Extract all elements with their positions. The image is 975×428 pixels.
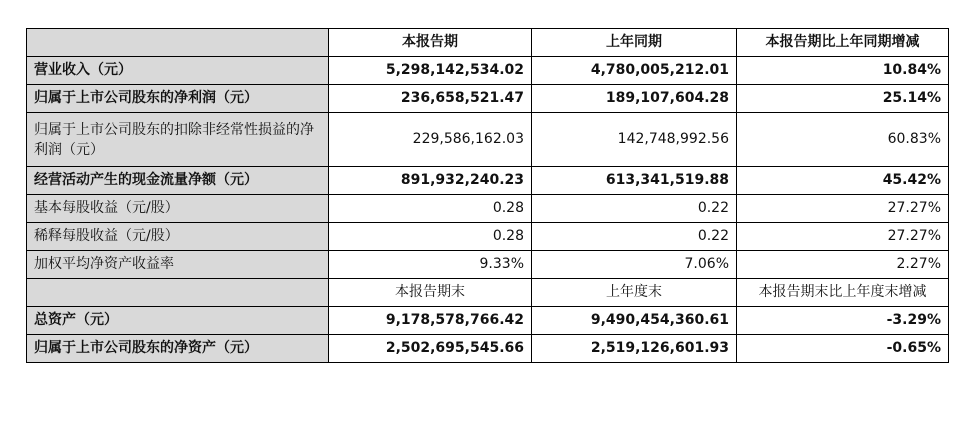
- header-prior-period: 上年同期: [532, 29, 737, 57]
- table-row: [27, 113, 949, 167]
- table-row: [27, 223, 949, 251]
- current-value: 2,502,695,545.66: [329, 335, 532, 363]
- change-value: 2.27%: [737, 251, 949, 279]
- row-label: 基本每股收益（元/股）: [27, 195, 329, 223]
- change-value: 10.84%: [737, 57, 949, 85]
- prior-value: 9,490,454,360.61: [532, 307, 737, 335]
- current-value: 891,932,240.23: [329, 167, 532, 195]
- change-value: 45.42%: [737, 167, 949, 195]
- table-row: [27, 167, 949, 195]
- prior-value: 0.22: [532, 195, 737, 223]
- table-row: [27, 57, 949, 85]
- current-value: 9.33%: [329, 251, 532, 279]
- header-current-period-end: 本报告期末: [329, 279, 532, 307]
- row-label: 稀释每股收益（元/股）: [27, 223, 329, 251]
- current-value: 0.28: [329, 195, 532, 223]
- change-value: 27.27%: [737, 195, 949, 223]
- header-current-period: 本报告期: [329, 29, 532, 57]
- current-value: 0.28: [329, 223, 532, 251]
- change-value: -0.65%: [737, 335, 949, 363]
- row-label: 归属于上市公司股东的扣除非经常性损益的净利润（元）: [27, 113, 329, 167]
- change-value: -3.29%: [737, 307, 949, 335]
- change-value: 27.27%: [737, 223, 949, 251]
- table-row: [27, 195, 949, 223]
- table-row: [27, 251, 949, 279]
- row-label: 经营活动产生的现金流量净额（元）: [27, 167, 329, 195]
- change-value: 25.14%: [737, 85, 949, 113]
- header-row-period-end: [27, 279, 949, 307]
- header-corner-cell: [27, 29, 329, 57]
- prior-value: 613,341,519.88: [532, 167, 737, 195]
- header-period-end-change: 本报告期末比上年度末增减: [737, 279, 949, 307]
- header-corner-cell: [27, 279, 329, 307]
- row-label: 归属于上市公司股东的净资产（元）: [27, 335, 329, 363]
- row-label: 营业收入（元）: [27, 57, 329, 85]
- table-row: [27, 335, 949, 363]
- current-value: 9,178,578,766.42: [329, 307, 532, 335]
- prior-value: 4,780,005,212.01: [532, 57, 737, 85]
- table-row: [27, 307, 949, 335]
- prior-value: 0.22: [532, 223, 737, 251]
- current-value: 236,658,521.47: [329, 85, 532, 113]
- row-label: 加权平均净资产收益率: [27, 251, 329, 279]
- table-row: [27, 85, 949, 113]
- header-row-period: [27, 29, 949, 57]
- change-value: 60.83%: [737, 113, 949, 167]
- row-label: 总资产（元）: [27, 307, 329, 335]
- current-value: 229,586,162.03: [329, 113, 532, 167]
- header-period-change: 本报告期比上年同期增减: [737, 29, 949, 57]
- prior-value: 7.06%: [532, 251, 737, 279]
- prior-value: 142,748,992.56: [532, 113, 737, 167]
- financial-summary-table: [26, 28, 949, 363]
- prior-value: 189,107,604.28: [532, 85, 737, 113]
- prior-value: 2,519,126,601.93: [532, 335, 737, 363]
- current-value: 5,298,142,534.02: [329, 57, 532, 85]
- header-prior-year-end: 上年度末: [532, 279, 737, 307]
- row-label: 归属于上市公司股东的净利润（元）: [27, 85, 329, 113]
